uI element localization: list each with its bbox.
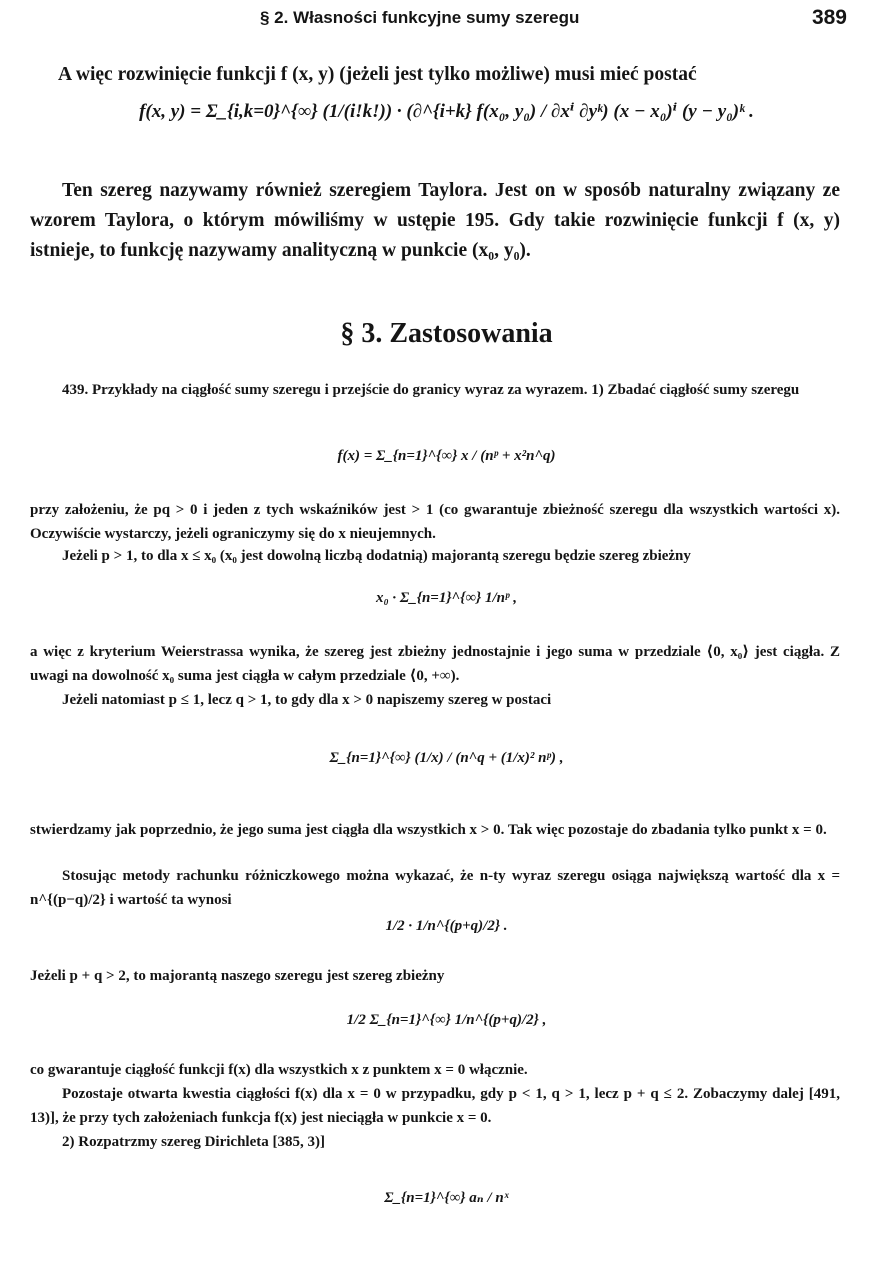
formula-series-2: x₀ · Σ_{n=1}^{∞} 1/nᵖ , [375,590,518,606]
formula-series-1: f(x) = Σ_{n=1}^{∞} x / (nᵖ + x²n^q) [337,448,556,464]
item-title: Przykłady na ciągłość sumy szeregu i przejście do granicy wyraz za wyrazem. [92,382,588,398]
paragraph-p-plus-q: Jeżeli p + q > 2, to majorantą naszego szeregu jest szereg zbieżny [30,968,445,984]
paragraph-case-p-le-1: Jeżeli natomiast p ≤ 1, lecz q > 1, to gdy dla x > 0 napiszemy szereg w postaci [62,692,552,708]
paragraph-assumption: przy założeniu, że pq > 0 i jeden z tych wskaźników jest > 1 (co gwarantuje zbieżność szeregu dla wszystkich wartości x). Oczywiście wystarczy, jeżeli ograniczymy się do x nieujemnych. [30,502,840,542]
formula-series-5: 1/2 Σ_{n=1}^{∞} 1/n^{(p+q)/2} , [346,1012,547,1028]
formula-series-3: Σ_{n=1}^{∞} (1/x) / (n^q + (1/x)² nᵖ) , [329,750,564,766]
item-number: 439. [62,382,89,398]
paragraph-max-term: Stosując metody rachunku różniczkowego można wykazać, że n-ty wyraz szeregu osiąga największą wartość dla x = n^{(p−q)/2} i wartość ta wynosi [30,868,840,908]
item-439-lead [30,378,840,402]
paragraph-guarantee: co gwarantuje ciągłość funkcji f(x) dla wszystkich x z punktem x = 0 włącznie. [30,1062,528,1078]
paragraph-continuity: stwierdzamy jak poprzednio, że jego suma jest ciągła dla wszystkich x > 0. Tak więc pozostaje do zbadania tylko punkt x = 0. [30,822,827,838]
section-title: § 3. Zastosowania [340,318,553,349]
running-head [60,8,847,32]
running-head-title: § 2. Własności funkcyjne sumy szeregu [260,8,580,27]
paragraph-weierstrass: a więc z kryterium Weierstrassa wynika, że szereg jest zbieżny jednostajnie i jego suma w przedziale ⟨0, x₀⟩ jest ciągła. Z uwagi na dowolność x₀ suma jest ciągła w całym przedziale ⟨0, +∞). [30,644,840,684]
formula-max-value: 1/2 · 1/n^{(p+q)/2} . [385,918,508,934]
paragraph-intro: A więc rozwinięcie funkcji f (x, y) (jeżeli jest tylko możliwe) musi mieć postać [58,64,697,85]
item-lead-text: 1) Zbadać ciągłość sumy szeregu [591,382,800,398]
paragraph-taylor-series: Ten szereg nazywamy również szeregiem Taylora. Jest on w sposób naturalny związany ze wzorem Taylora, o którym mówiliśmy w ustępie 195. Gdy takie rozwinięcie funkcji f (x, y) istnieje, to funkcję nazywamy analityczną w punkcie (x₀, y₀). [30,180,840,261]
paragraph-open-question: Pozostaje otwarta kwestia ciągłości f(x) dla x = 0 w przypadku, gdy p < 1, q > 1, lecz p + q ≤ 2. Zobaczymy dalej [491, 13)], że przy tych założeniach funkcja f(x) jest nieciągła w punkcie x = 0. [30,1086,840,1126]
page-number: 389 [811,6,847,29]
paragraph-majorant: Jeżeli p > 1, to dla x ≤ x₀ (x₀ jest dowolną liczbą dodatnią) majorantą szeregu będzie szereg zbieżny [62,548,691,564]
formula-taylor: f(x, y) = Σ_{i,k=0}^{∞} (1/(i!k!)) · (∂^{i+k} f(x₀, y₀) / ∂xⁱ ∂yᵏ) (x − x₀)ⁱ (y − y₀)ᵏ . [139,101,754,122]
formula-dirichlet: Σ_{n=1}^{∞} aₙ / nˣ [384,1190,509,1206]
item-2-dirichlet: 2) Rozpatrzmy szereg Dirichleta [385, 3)] [62,1134,325,1150]
